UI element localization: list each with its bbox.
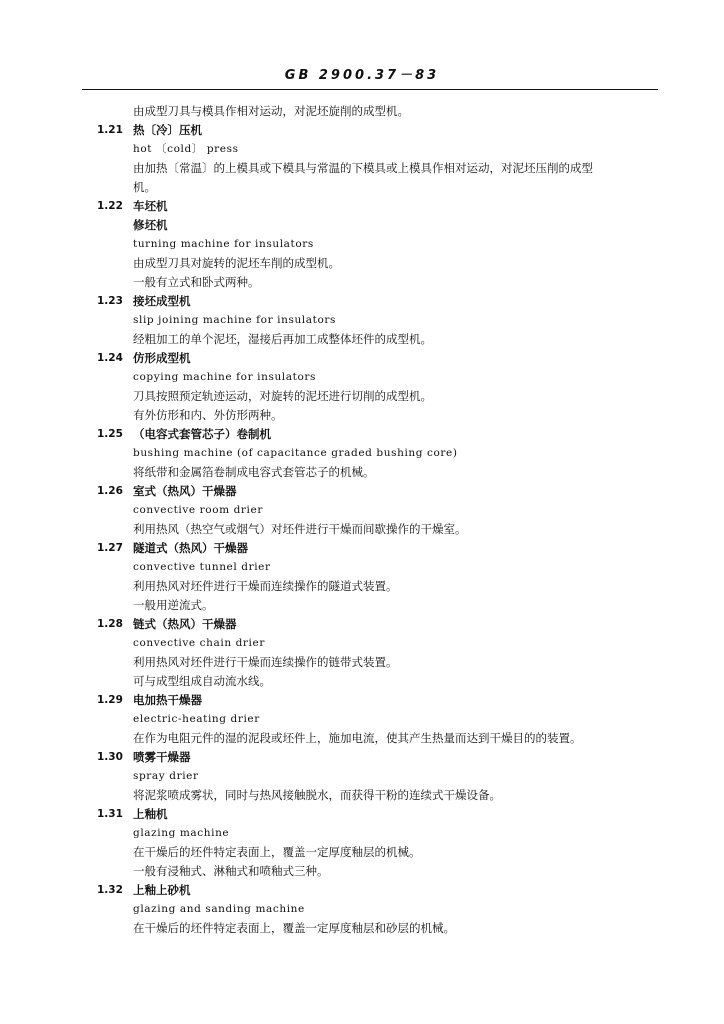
document-line: [0, 197, 724, 216]
definition-text: 在干燥后的坯件特定表面上，覆盖一定厚度釉层和砂层的机械。: [133, 921, 455, 935]
english-term: slip joining machine for insulators: [133, 314, 336, 326]
definition-text: 由成型刀具与模具作相对运动，对泥坯旋削的成型机。: [133, 104, 409, 118]
definition-text: 一般有浸釉式、淋釉式和喷釉式三种。: [133, 864, 329, 878]
document-line: [0, 140, 724, 159]
term-title: 电加热干燥器: [133, 693, 202, 707]
definition-text: 由加热〔常温〕的上模具或下模具与常温的下模具或上模具作相对运动，对泥坯压削的成型: [133, 161, 593, 175]
definition-text: 一般有立式和卧式两种。: [133, 275, 260, 289]
english-term: convective tunnel drier: [133, 561, 271, 573]
document-line: [0, 786, 724, 805]
document-line: [0, 881, 724, 900]
term-title: 修坯机: [133, 218, 168, 232]
definition-text: 将纸带和金属箔卷制成电容式套管芯子的机械。: [133, 465, 375, 479]
document-line: [0, 425, 724, 444]
definition-text: 将泥浆喷成雾状，同时与热风接触脱水，而获得干粉的连续式干燥设备。: [133, 788, 501, 802]
document-line: [0, 596, 724, 615]
english-term: spray drier: [133, 770, 199, 782]
document-line: [0, 653, 724, 672]
document-line: [0, 520, 724, 539]
english-term: convective room drier: [133, 504, 263, 516]
english-term: convective chain drier: [133, 637, 265, 649]
clause-number: 1.28: [97, 618, 123, 630]
document-line: [0, 900, 724, 919]
document-line: [0, 748, 724, 767]
document-line: [0, 539, 724, 558]
definition-text: 利用热风对坯件进行干燥而连续操作的链带式装置。: [133, 655, 398, 669]
english-term: glazing and sanding machine: [133, 903, 305, 915]
english-term: hot 〔cold〕 press: [133, 143, 239, 155]
document-line: [0, 444, 724, 463]
document-line: [0, 463, 724, 482]
document-line: [0, 691, 724, 710]
document-line: [0, 577, 724, 596]
english-term: glazing machine: [133, 827, 230, 839]
document-line: [0, 710, 724, 729]
document-line: [0, 368, 724, 387]
english-term: turning machine for insulators: [133, 238, 314, 250]
english-term: electric-heating drier: [133, 713, 260, 725]
document-line: [0, 254, 724, 273]
page-header: GB 2900.37－83: [284, 68, 440, 83]
header-rule: [82, 89, 658, 90]
document-line: [0, 672, 724, 691]
clause-number: 1.23: [97, 295, 123, 307]
term-title: 隧道式（热风）干燥器: [133, 541, 248, 555]
term-title: 上釉上砂机: [133, 883, 191, 897]
clause-number: 1.30: [97, 751, 123, 763]
document-line: [0, 159, 724, 178]
document-line: [0, 482, 724, 501]
term-title: 喷雾干燥器: [133, 750, 191, 764]
term-title: 热〔冷〕压机: [133, 123, 202, 137]
clause-number: 1.31: [97, 808, 123, 820]
document-line: [0, 349, 724, 368]
document-line: [0, 387, 724, 406]
document-line: [0, 178, 724, 197]
term-title: 上釉机: [133, 807, 168, 821]
definition-text: 在干燥后的坯件特定表面上，覆盖一定厚度釉层的机械。: [133, 845, 421, 859]
definition-text: 在作为电阻元件的湿的泥段或坯件上，施加电流，使其产生热量而达到干燥目的的装置。: [133, 731, 582, 745]
english-term: copying machine for insulators: [133, 371, 316, 383]
definition-text: 由成型刀具对旋转的泥坯车削的成型机。: [133, 256, 340, 270]
clause-number: 1.26: [97, 485, 123, 497]
document-body: [0, 102, 724, 938]
document-line: [0, 273, 724, 292]
document-line: [0, 824, 724, 843]
clause-number: 1.22: [97, 200, 123, 212]
document-line: [0, 216, 724, 235]
clause-number: 1.25: [97, 428, 123, 440]
english-term: bushing machine (of capacitance graded bushing core): [133, 447, 458, 459]
clause-number: 1.32: [97, 884, 123, 896]
document-line: [0, 634, 724, 653]
document-line: [0, 805, 724, 824]
definition-text: 机。: [133, 180, 156, 194]
document-line: [0, 615, 724, 634]
document-line: [0, 235, 724, 254]
definition-text: 一般用逆流式。: [133, 598, 214, 612]
document-line: [0, 843, 724, 862]
definition-text: 利用热风（热空气或烟气）对坯件进行干燥而间歇操作的干燥室。: [133, 522, 467, 536]
definition-text: 可与成型组成自动流水线。: [133, 674, 271, 688]
document-line: [0, 501, 724, 520]
clause-number: 1.27: [97, 542, 123, 554]
definition-text: 有外仿形和内、外仿形两种。: [133, 408, 283, 422]
document-line: [0, 767, 724, 786]
document-line: [0, 121, 724, 140]
term-title: 接坯成型机: [133, 294, 191, 308]
term-title: 仿形成型机: [133, 351, 191, 365]
document-line: [0, 729, 724, 748]
document-line: [0, 311, 724, 330]
term-title: （电容式套管芯子）卷制机: [133, 427, 271, 441]
term-title: 车坯机: [133, 199, 168, 213]
clause-number: 1.24: [97, 352, 123, 364]
document-line: [0, 862, 724, 881]
document-line: [0, 330, 724, 349]
document-line: [0, 406, 724, 425]
document-line: [0, 919, 724, 938]
definition-text: 经粗加工的单个泥坯，湿接后再加工成整体坯件的成型机。: [133, 332, 432, 346]
term-title: 室式（热风）干燥器: [133, 484, 237, 498]
clause-number: 1.21: [97, 124, 123, 136]
clause-number: 1.29: [97, 694, 123, 706]
definition-text: 刀具按照预定轨迹运动，对旋转的泥坯进行切削的成型机。: [133, 389, 432, 403]
term-title: 链式（热风）干燥器: [133, 617, 237, 631]
document-line: [0, 292, 724, 311]
definition-text: 利用热风对坯件进行干燥而连续操作的隧道式装置。: [133, 579, 398, 593]
document-line: [0, 102, 724, 121]
document-line: [0, 558, 724, 577]
